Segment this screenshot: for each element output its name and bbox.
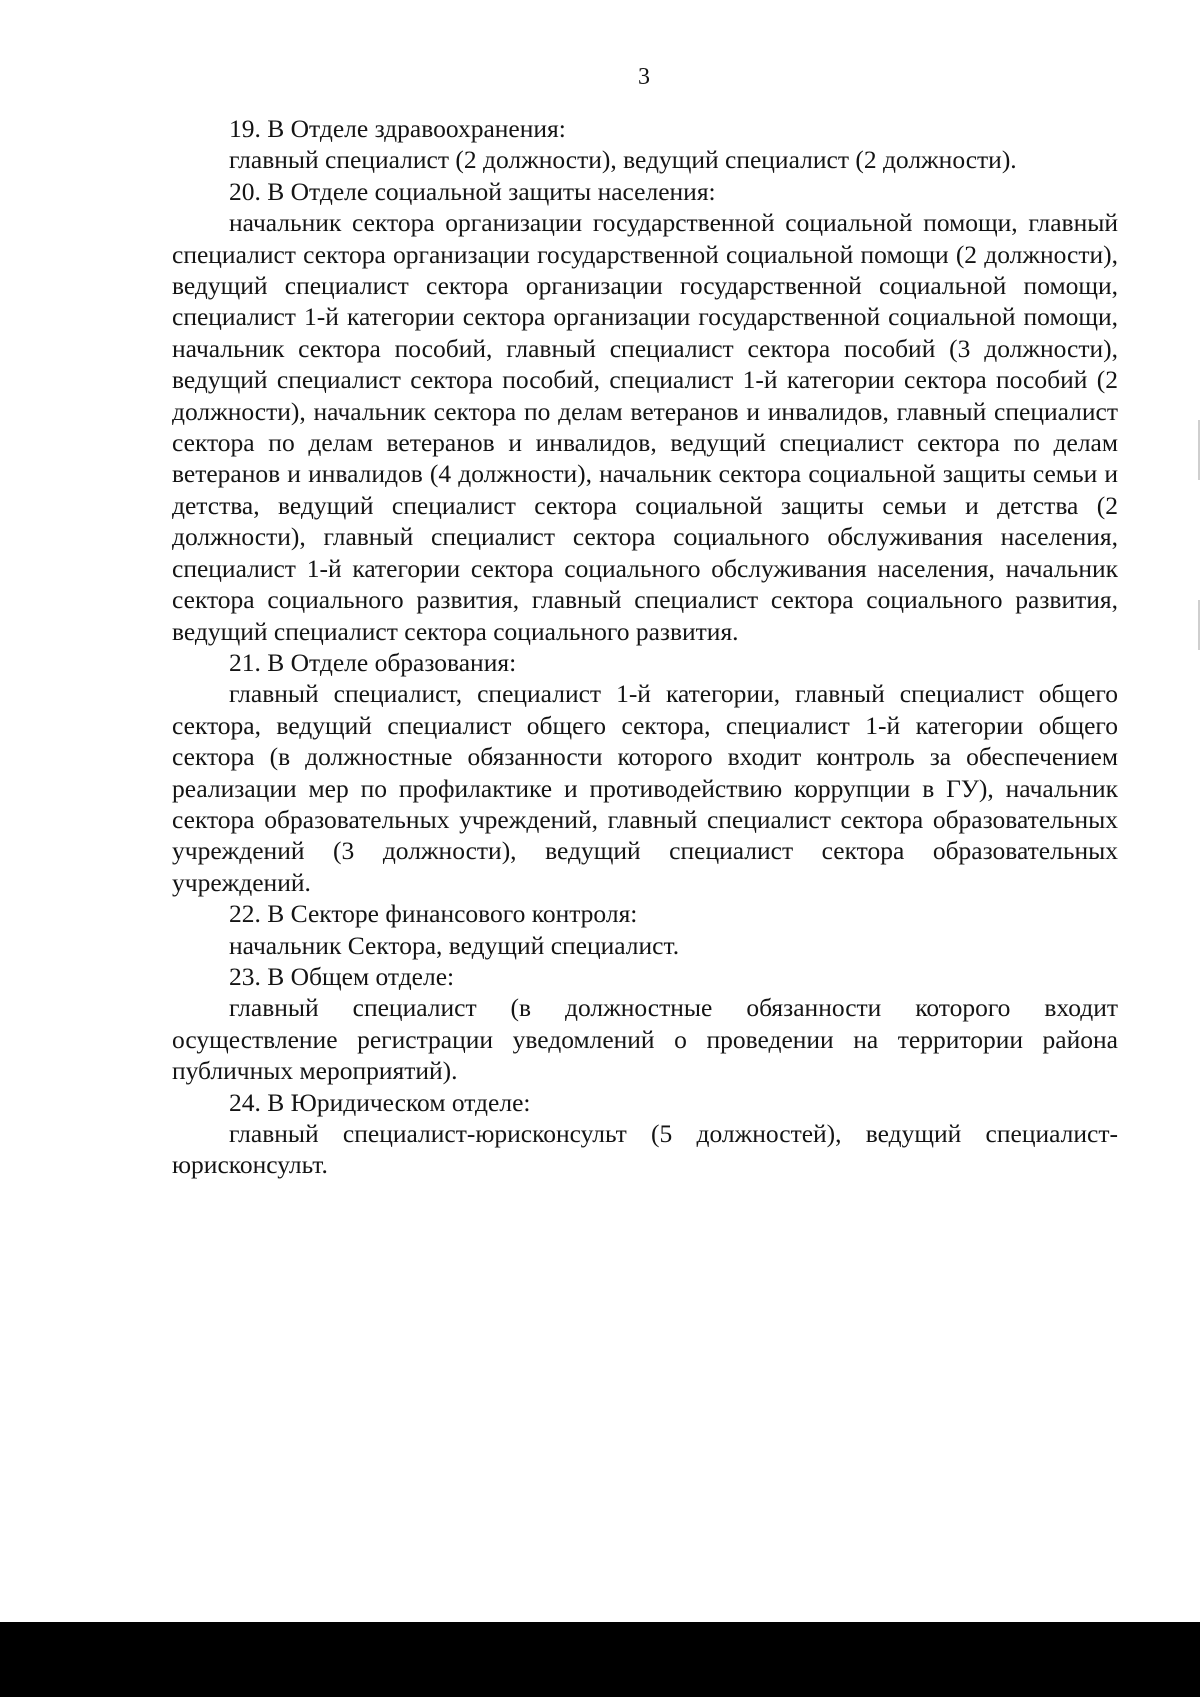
document-body <box>172 113 1118 1181</box>
section-20-heading: 20. В Отделе социальной защиты населения: <box>229 176 716 206</box>
section-22-body: начальник Сектора, ведущий специалист. <box>229 930 680 960</box>
section-24-body: главный специалист-юрисконсульт (5 должностей), ведущий специалист-юрисконсульт. <box>172 1119 1118 1180</box>
section-19-body: главный специалист (2 должности), ведущий специалист (2 должности). <box>229 145 1017 175</box>
section-24-heading: 24. В Юридическом отделе: <box>229 1087 531 1117</box>
section-23-body: главный специалист (в должностные обязанности которого входит осуществление регистрации уведомлений о проведении на территории района публичных мероприятий). <box>172 993 1118 1086</box>
section-19-heading: 19. В Отделе здравоохранения: <box>229 114 566 143</box>
section-21-heading: 21. В Отделе образования: <box>229 647 517 677</box>
page-number: 3 <box>638 64 650 90</box>
section-22-heading: 22. В Секторе финансового контроля: <box>229 899 638 929</box>
scan-bottom-border <box>0 1622 1200 1697</box>
section-21-body: главный специалист, специалист 1-й категории, главный специалист общего сектора, ведущий специалист общего сектора, специалист 1-й категории общего сектора (в должностные обязанности которого входит контроль за обеспечением реализации мер по профилактике и противодействию коррупции в ГУ), начальник сектора образовательных учреждений, главный специалист сектора образовательных учреждений (3 должности), ведущий специалист сектора образовательных учреждений. <box>172 679 1118 897</box>
section-23-heading: 23. В Общем отделе: <box>229 961 455 991</box>
section-20-body: начальник сектора организации государственной социальной помощи, главный специалист сектора организации государственной социальной помощи (2 должности), ведущий специалист сектора организации государственной социальной помощи, специалист 1-й категории сектора организации государственной социальной помощи, начальник сектора пособий, главный специалист сектора пособий (3 должности), ведущий специалист сектора пособий, специалист 1-й категории сектора пособий (2 должности), начальник сектора по делам ветеранов и инвалидов, главный специалист сектора по делам ветеранов и инвалидов, ведущий специалист сектора по делам ветеранов и инвалидов (4 должности), начальник сектора социальной защиты семьи и детства, ведущий специалист сектора социальной защиты семьи и детства (2 должности), главный специалист сектора социального обслуживания населения, специалист 1-й категории сектора социального обслуживания населения, начальник сектора социального развития, главный специалист сектора социального развития, ведущий специалист сектора социального развития. <box>172 208 1118 646</box>
